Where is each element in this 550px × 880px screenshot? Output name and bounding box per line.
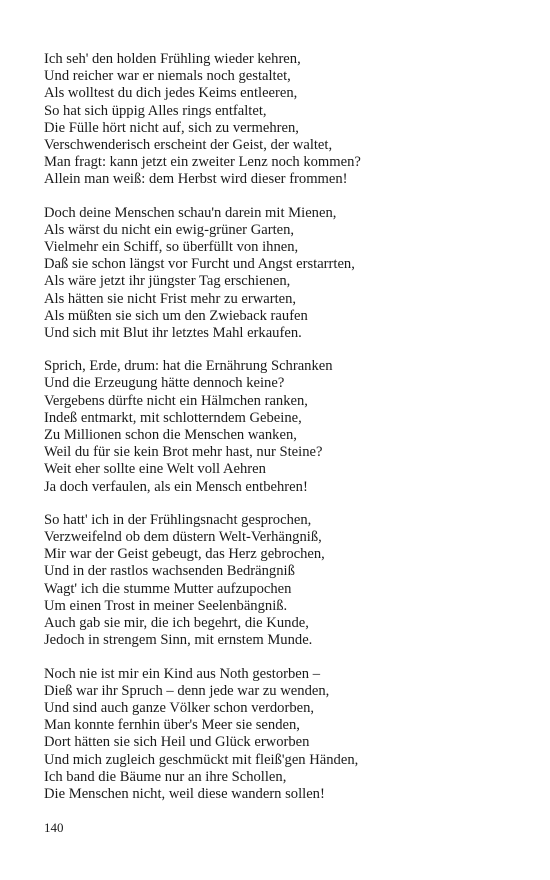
poem-line: Weit eher sollte eine Welt voll Aehren — [44, 461, 266, 478]
poem-line: Verschwenderisch erscheint der Geist, der waltet, — [44, 137, 333, 154]
poem-line: Als wärst du nicht ein ewig-grüner Garten, — [44, 221, 295, 238]
poem-line: Die Menschen nicht, weil diese wandern sollen! — [44, 785, 325, 802]
poem-line: Man konnte fernhin über's Meer sie senden, — [44, 717, 300, 734]
poem-line: Indeß entmarkt, mit schlotterndem Gebeine, — [44, 409, 302, 426]
stanza-4 — [44, 512, 524, 650]
stanza-5 — [44, 666, 524, 804]
poem-line: Und sich mit Blut ihr letztes Mahl erkaufen. — [44, 325, 302, 342]
poem-line: Ich seh' den holden Frühling wieder kehren, — [44, 51, 301, 67]
poem-line: Dieß war ihr Spruch – denn jede war zu wenden, — [44, 682, 330, 699]
poem-line: Verzweifelnd ob dem düstern Welt-Verhängniß, — [44, 529, 322, 546]
poem-line: So hatt' ich in der Frühlingsnacht gesprochen, — [44, 511, 312, 528]
poem-line: Mir war der Geist gebeugt, das Herz gebrochen, — [44, 546, 325, 563]
poem-line: Jedoch in strengem Sinn, mit ernstem Munde. — [44, 632, 313, 649]
poem-line: Dort hätten sie sich Heil und Glück erworben — [44, 734, 310, 751]
poem-line: Weil du für sie kein Brot mehr hast, nur Steine? — [44, 444, 323, 461]
poem-line: Als wolltest du dich jedes Keims entleeren, — [44, 85, 298, 102]
poem-line: Und mich zugleich geschmückt mit fleiß'gen Händen, — [44, 751, 359, 768]
poem-line: Um einen Trost in meiner Seelenbängniß. — [44, 597, 288, 614]
poem-line: Daß sie schon längst vor Furcht und Angst erstarrten, — [44, 256, 355, 273]
poem-line: Zu Millionen schon die Menschen wanken, — [44, 427, 297, 444]
poem-line: Ich band die Bäume nur an ihre Schollen, — [44, 768, 287, 785]
poem-line: Sprich, Erde, drum: hat die Ernährung Schranken — [44, 358, 333, 375]
poem-line: Und sind auch ganze Völker schon verdorben, — [44, 699, 315, 716]
poem-line: Und reicher war er niemals noch gestaltet, — [44, 68, 291, 85]
poem-line: Wagt' ich die stumme Mutter aufzupochen — [44, 580, 292, 597]
poem-line: Auch gab sie mir, die ich begehrt, die Kunde, — [44, 615, 309, 632]
poem-line: Doch deine Menschen schau'n darein mit Mienen, — [44, 204, 337, 221]
poem-line: Noch nie ist mir ein Kind aus Noth gestorben – — [44, 665, 321, 682]
poem-line: Und die Erzeugung hätte dennoch keine? — [44, 375, 285, 392]
stanza-2 — [44, 205, 524, 343]
stanza-1 — [44, 51, 524, 189]
poem-line: Vergebens dürfte nicht ein Hälmchen ranken, — [44, 392, 308, 409]
poem-line: Die Fülle hört nicht auf, sich zu vermehren, — [44, 119, 299, 136]
poem-line: So hat sich üppig Alles rings entfaltet, — [44, 102, 267, 119]
poem-line: Man fragt: kann jetzt ein zweiter Lenz noch kommen? — [44, 154, 361, 171]
poem-line: Als wäre jetzt ihr jüngster Tag erschienen, — [44, 273, 291, 290]
stanza-3 — [44, 358, 524, 496]
poem-line: Als hätten sie nicht Frist mehr zu erwarten, — [44, 290, 297, 307]
poem-line: Allein man weiß: dem Herbst wird dieser frommen! — [44, 171, 348, 188]
page-number: 140 — [44, 820, 64, 835]
poem-text — [44, 51, 524, 819]
poem-line: Ja doch verfaulen, als ein Mensch entbehren! — [44, 478, 308, 495]
poem-line: Als müßten sie sich um den Zwieback raufen — [44, 307, 308, 324]
poem-line: Und in der rastlos wachsenden Bedrängniß — [44, 563, 295, 580]
poem-line: Vielmehr ein Schiff, so überfüllt von ihnen, — [44, 239, 299, 256]
